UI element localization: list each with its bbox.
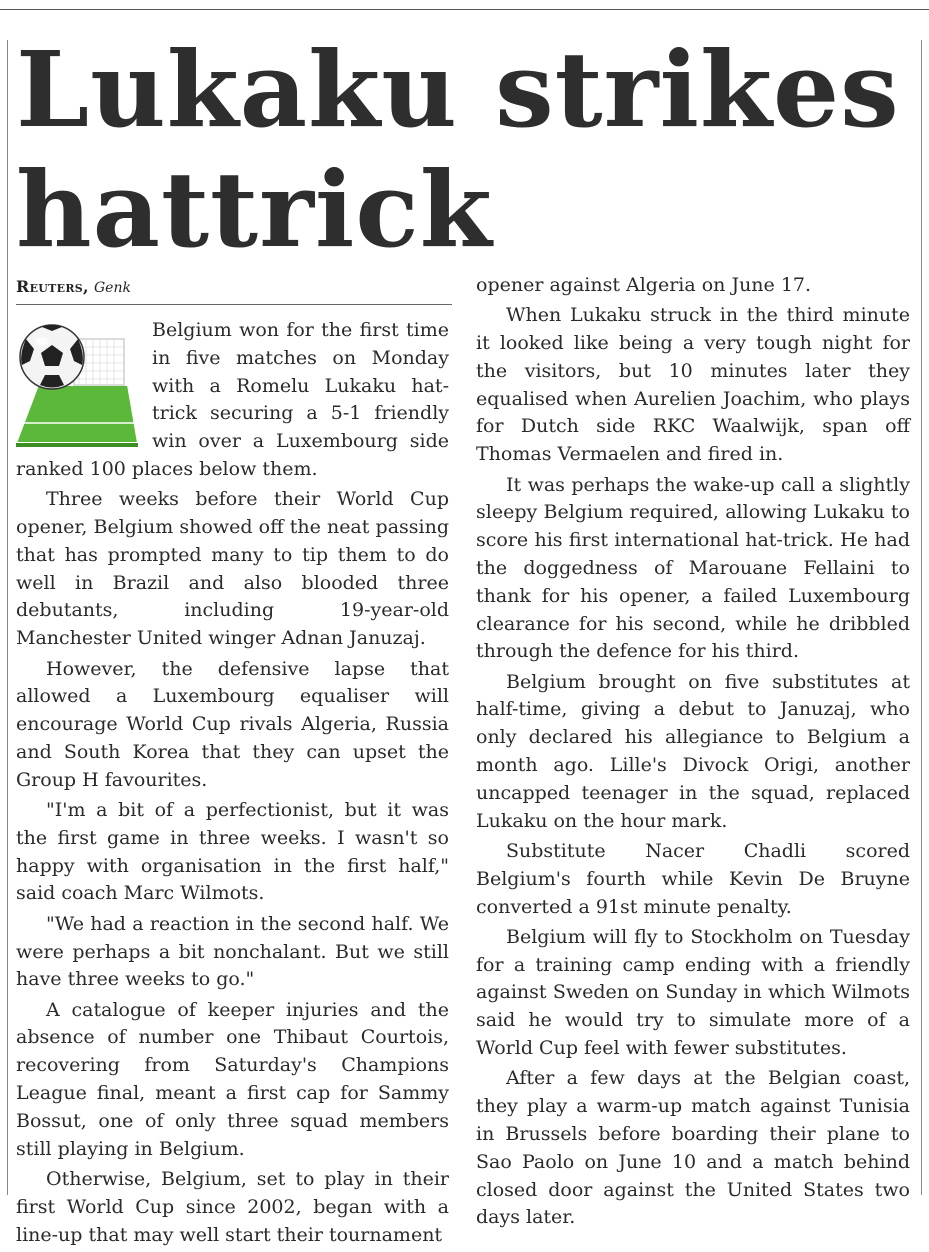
paragraph: It was perhaps the wake-up call a slightly sleepy Belgium required, allowing Lukaku to score his first international hat-trick. He had the doggedness of Marouane Fellaini to thank for his opener, a failed Luxembourg clearance for his second, while he dribbled through the defence for his third. (476, 473, 910, 663)
paragraph: "We had a reaction in the second half. We were perhaps a bit nonchalant. But we still have three weeks to go." (16, 912, 449, 991)
paragraph: Belgium will fly to Stockholm on Tuesday for a training camp ending with a friendly against Sweden on Sunday in which Wilmots said he would try to simulate more of a World Cup feel with fewer substitutes. (476, 925, 910, 1060)
paragraph: However, the defensive lapse that allowed a Luxembourg equaliser will encourage World Cup rivals Algeria, Russia and South Korea that they can upset the Group H favourites. (16, 657, 449, 791)
paragraph: Belgium brought on five substitutes at half-time, giving a debut to Januzaj, who only declared his allegiance to Belgium a month ago. Lille's Divock Origi, another uncapped teenager in the squad, replaced Lukaku on the hour mark. (476, 670, 910, 832)
byline-agency: Reuters, (16, 277, 89, 296)
headline: Lukaku strikes hattrick (16, 28, 900, 271)
top-rule (0, 9, 929, 10)
paragraph: Three weeks before their World Cup opener, Belgium showed off the neat passing that has prompted many to tip them to do well in Brazil and also blooded three debutants, including 19-year-old Manchester United winger Adnan Januzaj. (16, 488, 449, 650)
paragraph: Otherwise, Belgium, set to play in their first World Cup since 2002, began with a line-up that may well start their tournament (16, 1167, 449, 1246)
paragraph: Substitute Nacer Chadli scored Belgium's fourth while Kevin De Bruyne converted a 91st minute penalty. (476, 839, 910, 918)
paragraph: "I'm a bit of a perfectionist, but it was the first game in three weeks. I wasn't so happy with organisation in the first half," said coach Marc Wilmots. (16, 799, 449, 905)
paragraph: opener against Algeria on June 17. (476, 274, 812, 296)
paragraph: When Lukaku struck in the third minute it looked like being a very tough night for the visitors, but 10 minutes later they equalised when Aurelien Joachim, who plays for Dutch side RKC Waalwijk, span off Thomas Vermaelen and fired in. (476, 304, 910, 466)
right-column-rule (921, 40, 922, 1195)
paragraph: A catalogue of keeper injuries and the absence of number one Thibaut Courtois, recovering from Saturday's Champions League final, meant a first cap for Sammy Bossut, one of only three squad members still playing in Belgium. (16, 998, 449, 1160)
byline-rule (16, 304, 452, 305)
article-column-1 (16, 317, 449, 1252)
byline-dateline: Genk (94, 280, 131, 296)
article-column-2 (476, 272, 910, 1235)
byline (16, 276, 131, 299)
paragraph: After a few days at the Belgian coast, they play a warm-up match against Tunisia in Brussels before boarding their plane to Sao Paolo on June 10 and a match behind closed door against the United States two days later. (476, 1067, 910, 1229)
paragraph: Belgium won for the first time in five matches on Monday with a Romelu Lukaku hat-trick securing a 5-1 friendly win over a Luxembourg side ranked 100 places below them. (16, 319, 449, 480)
football-on-pitch-icon (16, 319, 138, 447)
left-column-rule (7, 40, 8, 1195)
